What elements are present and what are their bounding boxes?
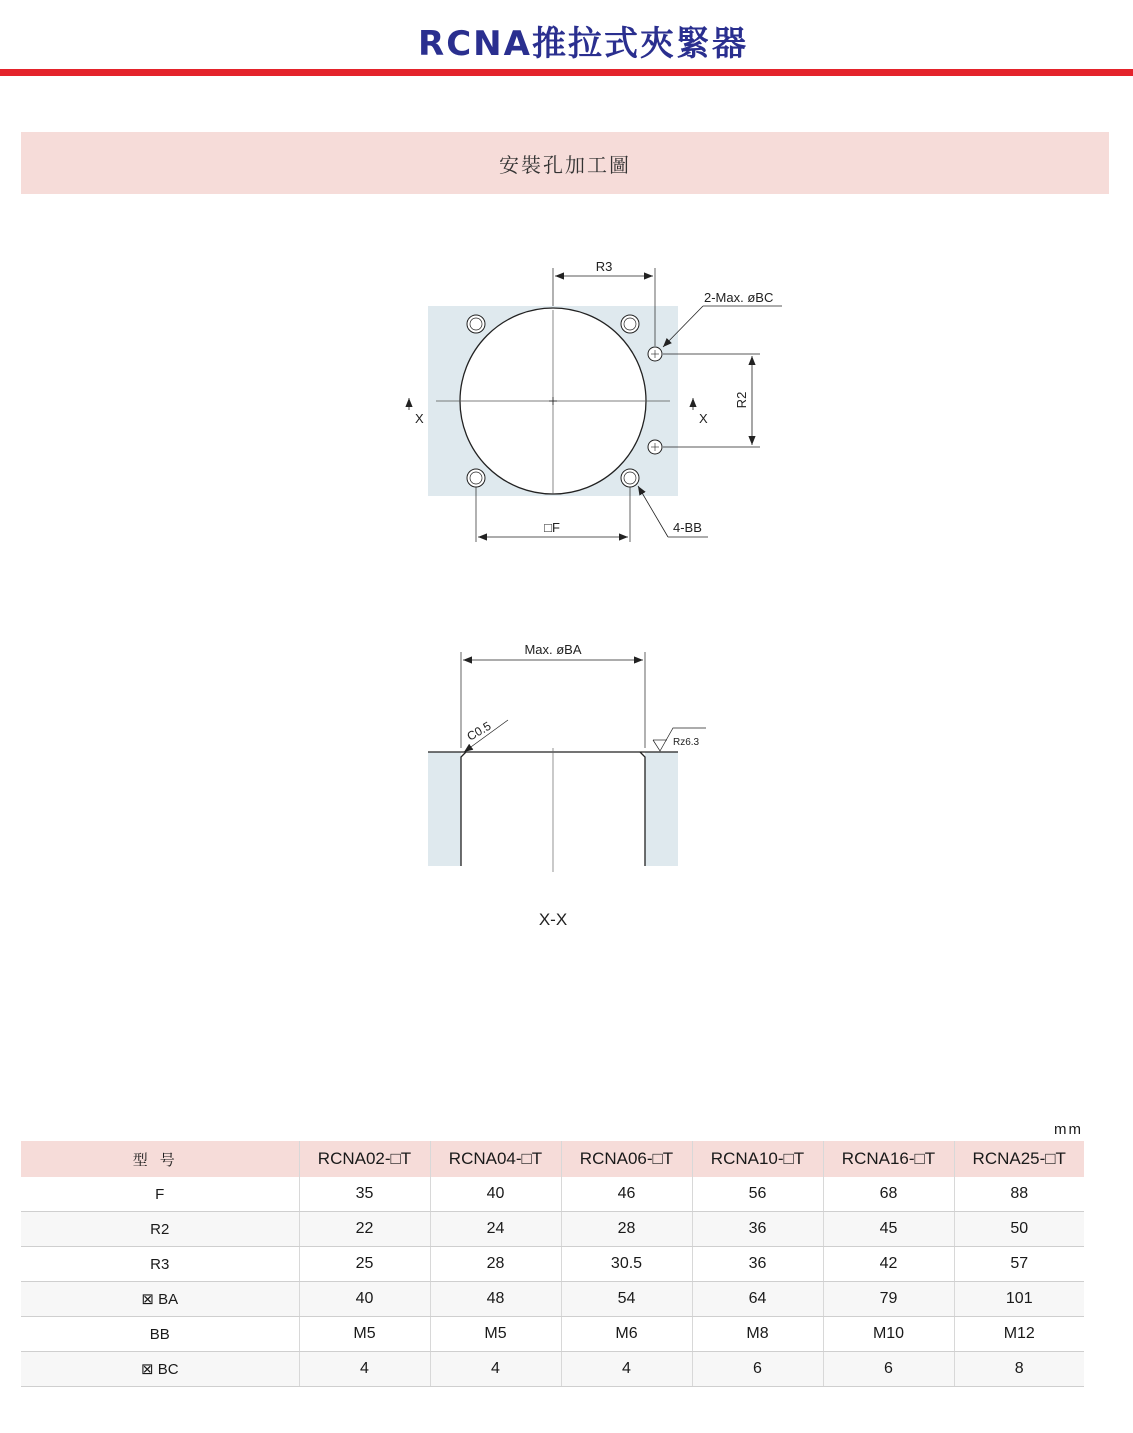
table-cell: 35 xyxy=(299,1177,430,1212)
table-cell: 28 xyxy=(561,1212,692,1247)
unit-label: mm xyxy=(1054,1121,1083,1138)
table-cell: M10 xyxy=(823,1317,954,1352)
row-label: R3 xyxy=(21,1247,299,1282)
table-cell: 6 xyxy=(823,1352,954,1387)
row-label: R2 xyxy=(21,1212,299,1247)
header-cell: RCNA02-□T xyxy=(299,1141,430,1177)
table-row xyxy=(21,1212,1084,1247)
bolt-hole xyxy=(467,315,485,333)
table-cell: 6 xyxy=(692,1352,823,1387)
header-cell: 型号 xyxy=(21,1141,299,1177)
table-cell: 101 xyxy=(954,1282,1084,1317)
table-cell: 50 xyxy=(954,1212,1084,1247)
table-cell: 36 xyxy=(692,1212,823,1247)
table-cell: 79 xyxy=(823,1282,954,1317)
dim-label-ba: Max. øBA xyxy=(524,642,582,657)
header-cell: RCNA04-□T xyxy=(430,1141,561,1177)
table-row xyxy=(21,1177,1084,1212)
dim-label-r3: R3 xyxy=(595,259,613,274)
leader-bc xyxy=(663,290,782,347)
note-bb: 4-BB xyxy=(673,520,702,535)
table-cell: 30.5 xyxy=(561,1247,692,1282)
page-title: RCNA推拉式夾緊器 xyxy=(418,24,748,64)
table-cell: 4 xyxy=(299,1352,430,1387)
roughness-symbol xyxy=(653,728,706,751)
section-title: 安裝孔加工圖 xyxy=(499,152,631,177)
bolt-hole xyxy=(621,315,639,333)
header-cell: RCNA16-□T xyxy=(823,1141,954,1177)
chamfer-label: C0.5 xyxy=(464,718,494,744)
dim-label-r2: R2 xyxy=(734,391,749,409)
section-view-label: X-X xyxy=(538,910,568,929)
table-row xyxy=(21,1317,1084,1352)
table-row xyxy=(21,1352,1084,1387)
header-cell: RCNA25-□T xyxy=(954,1141,1084,1177)
table-cell: 8 xyxy=(954,1352,1084,1387)
table-row xyxy=(21,1282,1084,1317)
row-label: F xyxy=(21,1177,299,1212)
table-cell: 57 xyxy=(954,1247,1084,1282)
table-cell: 28 xyxy=(430,1247,561,1282)
pin-hole xyxy=(648,440,662,454)
table-cell: 22 xyxy=(299,1212,430,1247)
section-x-left: X xyxy=(415,411,424,426)
table-cell: 42 xyxy=(823,1247,954,1282)
table-cell: 36 xyxy=(692,1247,823,1282)
row-label: BB xyxy=(21,1317,299,1352)
table-cell: M6 xyxy=(561,1317,692,1352)
table-cell: 64 xyxy=(692,1282,823,1317)
row-label: ⊠ BC xyxy=(21,1352,299,1387)
table-cell: 46 xyxy=(561,1177,692,1212)
table-cell: 25 xyxy=(299,1247,430,1282)
bolt-hole xyxy=(621,469,639,487)
table-cell: 56 xyxy=(692,1177,823,1212)
note-bc: 2-Max. øBC xyxy=(704,290,774,305)
table-cell: 88 xyxy=(954,1177,1084,1212)
chamfer-note xyxy=(464,719,508,752)
table-cell: 45 xyxy=(823,1212,954,1247)
section-marker-left xyxy=(409,398,424,426)
table-cell: 24 xyxy=(430,1212,561,1247)
table-cell: M8 xyxy=(692,1317,823,1352)
table-header-row xyxy=(21,1141,1084,1177)
section-view xyxy=(428,642,706,929)
table-cell: 54 xyxy=(561,1282,692,1317)
table-cell: 48 xyxy=(430,1282,561,1317)
dimension-table xyxy=(21,1141,1084,1387)
pin-hole xyxy=(648,347,662,361)
header-cell: RCNA06-□T xyxy=(561,1141,692,1177)
table-cell: 40 xyxy=(430,1177,561,1212)
table-row xyxy=(21,1247,1084,1282)
table-cell: 68 xyxy=(823,1177,954,1212)
table-cell: 4 xyxy=(561,1352,692,1387)
table-cell: 40 xyxy=(299,1282,430,1317)
table-cell: 4 xyxy=(430,1352,561,1387)
dim-label-f: □F xyxy=(544,520,560,535)
section-marker-right xyxy=(693,398,708,426)
table-cell: M12 xyxy=(954,1317,1084,1352)
row-label: ⊠ BA xyxy=(21,1282,299,1317)
table-cell: M5 xyxy=(430,1317,561,1352)
header-cell: RCNA10-□T xyxy=(692,1141,823,1177)
top-view xyxy=(409,259,782,542)
section-x-right: X xyxy=(699,411,708,426)
table-cell: M5 xyxy=(299,1317,430,1352)
roughness-label: Rz6.3 xyxy=(673,737,700,748)
bolt-hole xyxy=(467,469,485,487)
